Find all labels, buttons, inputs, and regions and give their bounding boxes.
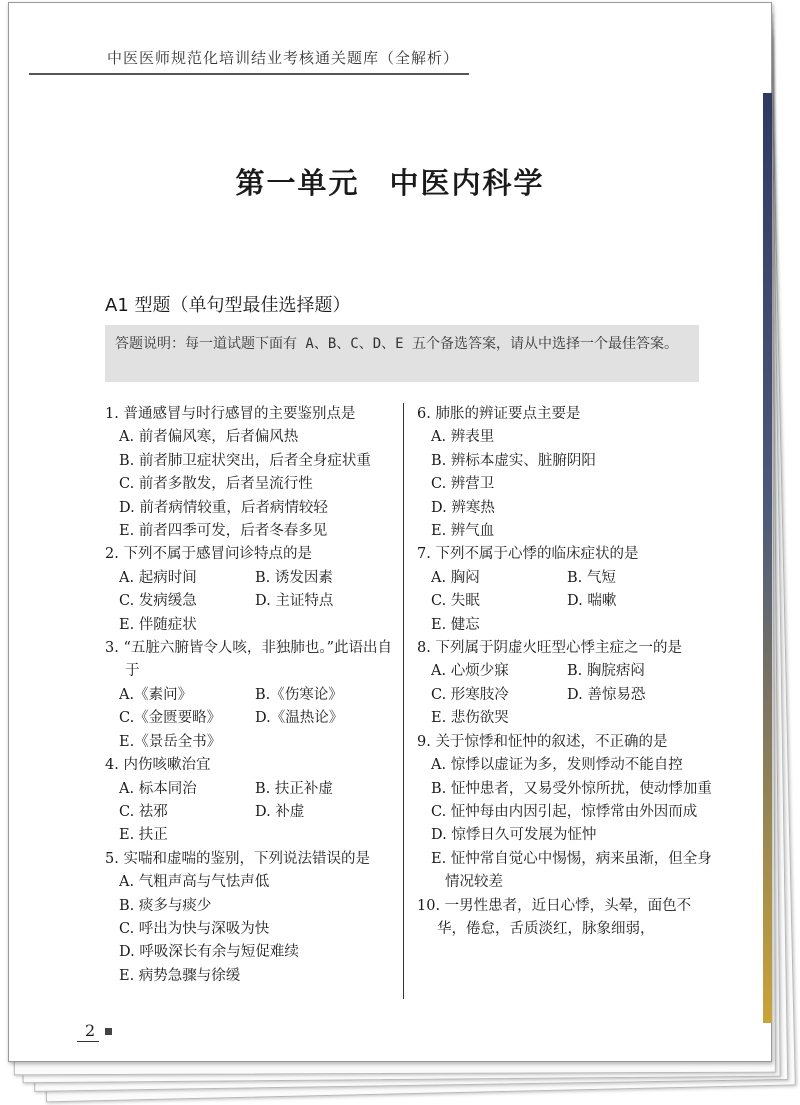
column-divider xyxy=(403,403,404,999)
option-a: A. 心烦少寐 xyxy=(431,663,509,680)
option-c: C. 辨营卫 xyxy=(431,476,495,493)
option-row xyxy=(105,707,395,730)
option-a: A.《素问》 xyxy=(119,686,193,703)
option-row xyxy=(417,567,717,590)
answer-instructions: 答题说明：每一道试题下面有 A、B、C、D、E 五个备选答案，请从中选择一个最佳答案。 xyxy=(105,325,699,382)
option-row xyxy=(417,590,717,613)
option-d: D. 前者病情较重，后者病情较轻 xyxy=(119,499,328,516)
question-stem: 9. 关于惊悸和怔忡的叙述，不正确的是 xyxy=(417,733,668,750)
option-c: C. 怔忡每由内因引起，惊悸常由外因而成 xyxy=(431,803,698,820)
question-7 xyxy=(417,543,717,637)
unit-name: 中医内科学 xyxy=(389,166,545,200)
question-stem: 2. 下列不属于感冒问诊特点的是 xyxy=(105,546,312,563)
option-row xyxy=(105,590,395,613)
page-number-marker xyxy=(105,1028,112,1035)
option-row xyxy=(417,684,717,707)
option-a: A. 起病时间 xyxy=(119,569,197,586)
question-stem: 8. 下列属于阴虚火旺型心悸主症之一的是 xyxy=(417,640,682,657)
right-column xyxy=(417,403,717,941)
question-stem: 4. 内伤咳嗽治宜 xyxy=(105,757,211,774)
option-row xyxy=(417,660,717,683)
question-stem: 6. 肺胀的辨证要点主要是 xyxy=(417,406,581,422)
option-e: E.《景岳全书》 xyxy=(119,733,222,750)
option-d: D. 呼吸深长有余与短促难续 xyxy=(119,944,299,961)
option-d: D. 喘嗽 xyxy=(567,593,617,610)
question-1 xyxy=(105,403,395,543)
question-6 xyxy=(417,403,717,543)
question-3 xyxy=(105,637,395,754)
option-e: E. 健忘 xyxy=(431,616,480,633)
question-stem: 1. 普通感冒与时行感冒的主要鉴别点是 xyxy=(105,406,356,422)
question-8 xyxy=(417,637,717,731)
option-row xyxy=(105,684,395,707)
option-a: A. 前者偏风寒，后者偏风热 xyxy=(119,429,299,446)
page-number: 2 xyxy=(77,1021,99,1042)
left-column xyxy=(105,403,395,988)
option-e: E. 前者四季可发，后者冬春多见 xyxy=(119,523,328,540)
option-e: E. 伴随症状 xyxy=(119,616,197,633)
option-e: E. 怔忡常自觉心中惕惕，病来虽渐，但全身情况较差 xyxy=(431,850,712,891)
page-edge-color-strip xyxy=(763,93,772,1023)
option-d: D. 辨寒热 xyxy=(431,499,495,516)
option-e: E. 扶正 xyxy=(119,827,168,844)
option-e: E. 辨气血 xyxy=(431,523,495,540)
option-a: A. 标本同治 xyxy=(119,780,197,797)
option-e: E. 悲伤欲哭 xyxy=(431,710,509,727)
option-b: B. 诱发因素 xyxy=(255,569,333,586)
option-d: D.《温热论》 xyxy=(255,710,344,727)
question-2 xyxy=(105,543,395,637)
header-rule xyxy=(29,73,469,75)
section-title: A1 型题（单句型最佳选择题） xyxy=(105,295,351,316)
option-b: B. 气短 xyxy=(567,569,616,586)
option-c: C. 前者多散发，后者呈流行性 xyxy=(119,476,313,493)
unit-number: 第一单元 xyxy=(235,166,360,200)
option-b: B. 胸脘痞闷 xyxy=(567,663,645,680)
option-row xyxy=(105,567,395,590)
question-5 xyxy=(105,848,395,988)
option-b: B. 扶正补虚 xyxy=(255,780,333,797)
question-stem: 10. 一男性患者，近日心悸，头晕，面色不华，倦怠，舌质淡红，脉象细弱， xyxy=(417,897,692,937)
document-page xyxy=(8,2,772,1062)
option-d: D. 主证特点 xyxy=(255,593,334,610)
option-b: B. 怔忡患者，又易受外惊所扰，使动悸加重 xyxy=(431,780,712,797)
running-header: 中医医师规范化培训结业考核通关题库（全解析） xyxy=(107,49,460,67)
option-d: D. 补虚 xyxy=(255,803,305,820)
page-number-area xyxy=(77,1021,112,1042)
option-b: B. 痰多与痰少 xyxy=(119,897,212,914)
option-row xyxy=(105,778,395,801)
question-10 xyxy=(417,895,717,942)
option-c: C. 呼出为快与深吸为快 xyxy=(119,920,270,937)
option-e: E. 病势急骤与徐缓 xyxy=(119,967,241,984)
option-row xyxy=(105,801,395,824)
question-stem: 5. 实喘和虚喘的鉴别，下列说法错误的是 xyxy=(105,850,370,867)
option-b: B. 辨标本虚实、脏腑阴阳 xyxy=(431,452,596,469)
option-c: C. 失眠 xyxy=(431,593,480,610)
option-c: C. 发病缓急 xyxy=(119,593,197,610)
option-a: A. 惊悸以虚证为多，发则悸动不能自控 xyxy=(431,757,683,774)
option-a: A. 辨表里 xyxy=(431,429,495,446)
question-4 xyxy=(105,754,395,848)
unit-title xyxy=(9,161,771,202)
question-stem: 7. 下列不属于心悸的临床症状的是 xyxy=(417,546,639,563)
option-c: C.《金匮要略》 xyxy=(119,710,222,727)
question-stem: 3. “五脏六腑皆令人咳，非独肺也。”此语出自于 xyxy=(105,640,393,680)
option-a: A. 胸闷 xyxy=(431,569,480,586)
option-d: D. 惊悸日久可发展为怔忡 xyxy=(431,827,597,844)
option-c: C. 形寒肢冷 xyxy=(431,686,509,703)
option-c: C. 祛邪 xyxy=(119,803,168,820)
option-a: A. 气粗声高与气怯声低 xyxy=(119,874,270,891)
option-b: B.《伤寒论》 xyxy=(255,686,343,703)
option-d: D. 善惊易恐 xyxy=(567,686,646,703)
option-b: B. 前者肺卫症状突出，后者全身症状重 xyxy=(119,452,371,469)
question-9 xyxy=(417,731,717,895)
